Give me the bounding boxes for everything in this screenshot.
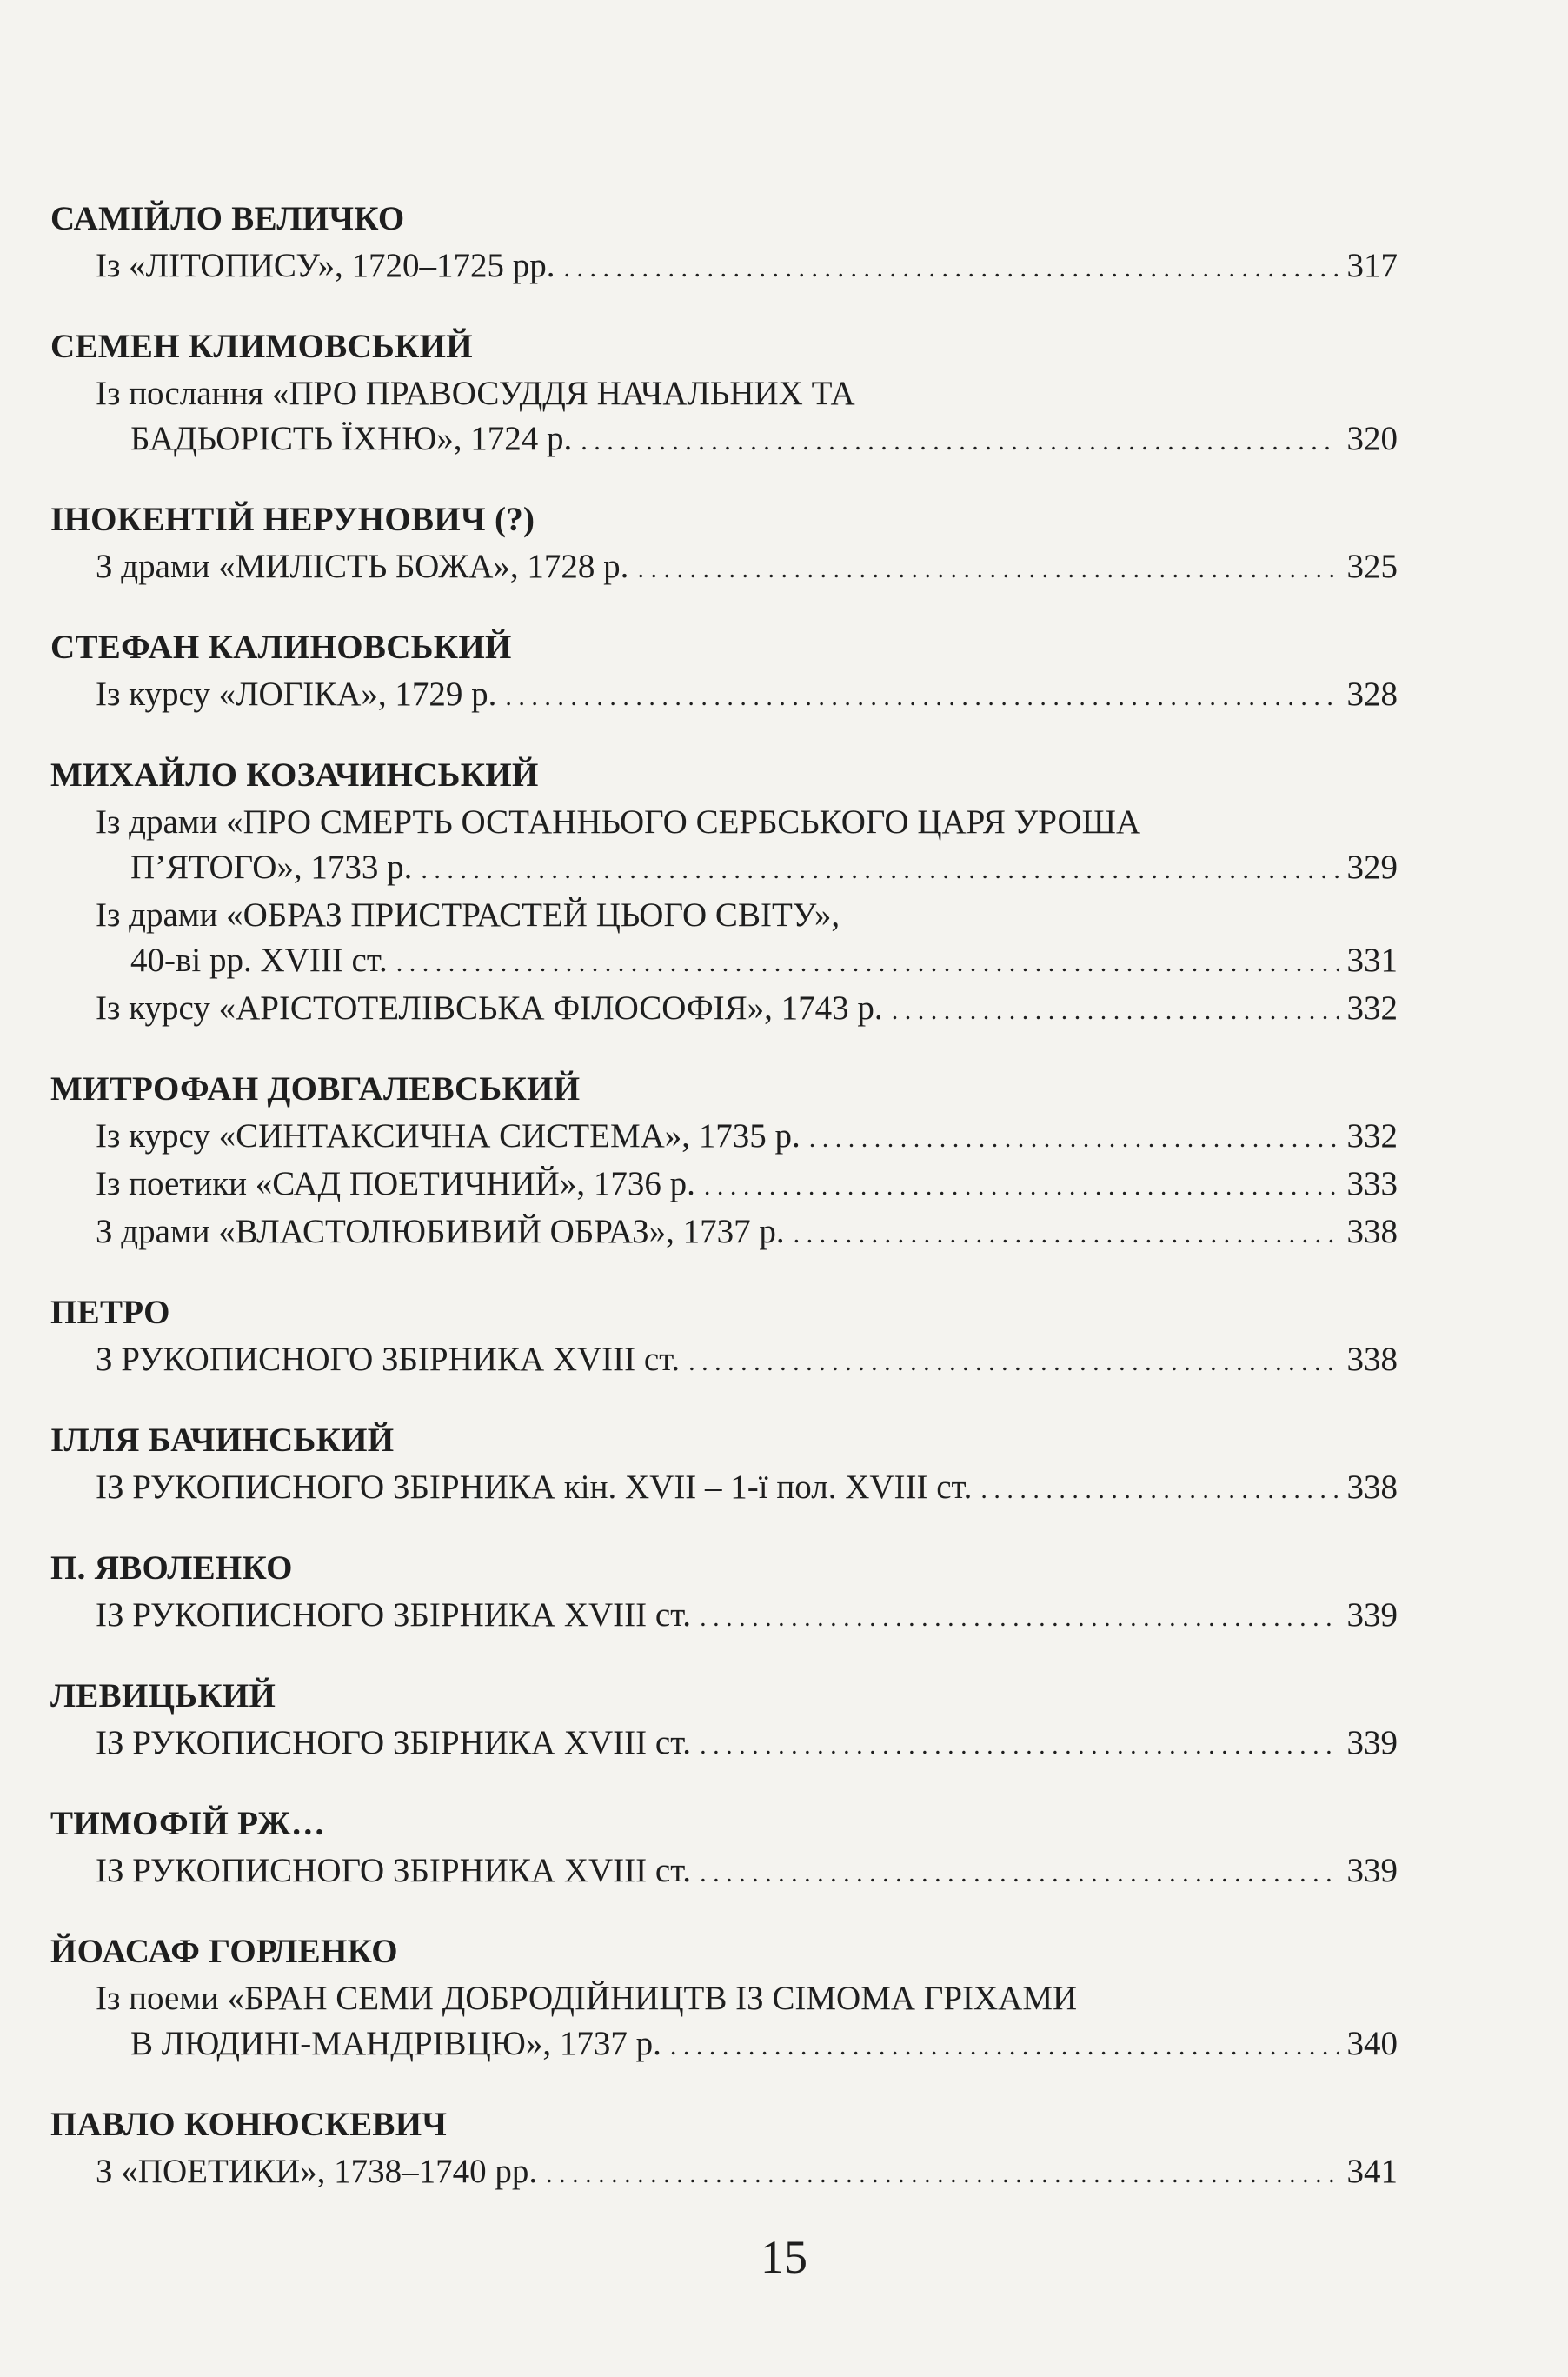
toc-entry — [96, 1162, 1398, 1209]
entry-title-line: Із курсу «АРІСТОТЕЛІВСЬКА ФІЛОСОФІЯ», 1743 р. — [96, 989, 883, 1027]
entry-title-line: ІЗ РУКОПИСНОГО ЗБІРНИКА XVIII ст. — [96, 1852, 692, 1889]
entry-title-line: В ЛЮДИНІ-МАНДРІВЦЮ», 1737 р. — [130, 2025, 661, 2062]
dot-leader — [637, 547, 1339, 592]
entry-title-line: Із курсу «ЛОГІКА», 1729 р. — [96, 676, 497, 713]
entry-title-line: Із драми «ОБРАЗ ПРИСТРАСТЕЙ ЦЬОГО СВІТУ», — [96, 896, 840, 934]
entry-title-line: ІЗ РУКОПИСНОГО ЗБІРНИКА XVIII ст. — [96, 1596, 692, 1634]
entry-page-number: 332 — [1346, 989, 1398, 1027]
toc-entry — [96, 243, 1398, 291]
dot-leader — [546, 2152, 1339, 2197]
toc-section — [50, 1803, 1398, 1896]
dot-leader — [980, 1468, 1339, 1513]
entry-page-number: 320 — [1346, 420, 1398, 457]
entry-title-line: З РУКОПИСНОГО ЗБІРНИКА XVIII ст. — [96, 1341, 681, 1378]
entry-page-number: 338 — [1346, 1468, 1398, 1506]
entry-title-line: П’ЯТОГО», 1733 р. — [130, 849, 413, 886]
author-heading: МИХАЙЛО КОЗАЧИНСЬКИЙ — [50, 756, 539, 794]
entry-title-line: Із курсу «СИНТАКСИЧНА СИСТЕМА», 1735 р. — [96, 1117, 801, 1155]
entry-page-number: 329 — [1346, 849, 1398, 886]
dot-leader — [700, 1595, 1339, 1641]
toc-section — [50, 1069, 1398, 1257]
entry-title-line: З драми «ВЛАСТОЛЮБИВИЙ ОБРАЗ», 1737 р. — [96, 1213, 785, 1250]
entry-title-line: Із послання «ПРО ПРАВОСУДДЯ НАЧАЛЬНИХ ТА — [96, 375, 855, 412]
entry-title-line: Із поеми «БРАН СЕМИ ДОБРОДІЙНИЦТВ ІЗ СІМОМА ГРІХАМИ — [96, 1980, 1078, 2017]
author-heading: П. ЯВОЛЕНКО — [50, 1549, 293, 1587]
table-of-contents — [50, 198, 1398, 2232]
toc-section — [50, 1292, 1398, 1385]
author-heading: ЙОАСАФ ГОРЛЕНКО — [50, 1933, 398, 1970]
dot-leader — [396, 941, 1339, 986]
entry-page-number: 333 — [1346, 1165, 1398, 1202]
author-heading: ЛЕВИЦЬКИЙ — [50, 1677, 276, 1715]
toc-section — [50, 198, 1398, 291]
dot-leader — [670, 2024, 1339, 2069]
author-heading: ІНОКЕНТІЙ НЕРУНОВИЧ (?) — [50, 501, 535, 538]
dot-leader — [892, 989, 1339, 1034]
dot-leader — [809, 1116, 1339, 1162]
entry-page-number: 331 — [1346, 942, 1398, 979]
toc-entry — [96, 1721, 1398, 1768]
toc-entry — [96, 1337, 1398, 1385]
dot-leader — [505, 675, 1339, 720]
entry-title-line: Із поетики «САД ПОЕТИЧНИЙ», 1736 р. — [96, 1165, 695, 1202]
author-heading: ПЕТРО — [50, 1294, 170, 1331]
toc-entry — [96, 1593, 1398, 1641]
toc-entry — [96, 1114, 1398, 1162]
toc-entry — [96, 371, 1398, 464]
toc-entry — [96, 1209, 1398, 1257]
entry-title-line: З «ПОЕТИКИ», 1738–1740 рр. — [96, 2153, 538, 2190]
toc-entry — [96, 893, 1398, 986]
toc-section — [50, 326, 1398, 464]
entry-title-line: ІЗ РУКОПИСНОГО ЗБІРНИКА XVIII ст. — [96, 1724, 692, 1761]
toc-section — [50, 1931, 1398, 2069]
entry-title-line: Із «ЛІТОПИСУ», 1720–1725 рр. — [96, 247, 555, 284]
author-heading: САМІЙЛО ВЕЛИЧКО — [50, 200, 405, 237]
dot-leader — [794, 1212, 1339, 1257]
dot-leader — [700, 1723, 1339, 1768]
entry-page-number: 340 — [1346, 2025, 1398, 2062]
toc-section — [50, 1548, 1398, 1641]
entry-title-line: З драми «МИЛІСТЬ БОЖА», 1728 р. — [96, 548, 629, 585]
toc-section — [50, 499, 1398, 592]
dot-leader — [700, 1851, 1339, 1896]
entry-page-number: 339 — [1346, 1724, 1398, 1761]
toc-entry — [96, 800, 1398, 893]
dot-leader — [581, 419, 1339, 464]
entry-page-number: 339 — [1346, 1596, 1398, 1634]
dot-leader — [564, 246, 1339, 291]
page-number: 15 — [761, 2231, 807, 2283]
toc-entry — [96, 672, 1398, 720]
dot-leader — [688, 1340, 1339, 1385]
entry-title-line: Із драми «ПРО СМЕРТЬ ОСТАННЬОГО СЕРБСЬКОГО ЦАРЯ УРОША — [96, 803, 1141, 841]
toc-section — [50, 627, 1398, 720]
entry-page-number: 328 — [1346, 676, 1398, 713]
entry-title-line: БАДЬОРІСТЬ ЇХНЮ», 1724 р. — [130, 420, 573, 457]
toc-entry — [96, 1976, 1398, 2069]
dot-leader — [421, 848, 1339, 893]
toc-entry — [96, 544, 1398, 592]
entry-title-line: ІЗ РУКОПИСНОГО ЗБІРНИКА кін. XVII – 1-ї пол. XVIII ст. — [96, 1468, 973, 1506]
entry-page-number: 338 — [1346, 1341, 1398, 1378]
toc-section — [50, 1420, 1398, 1513]
author-heading: ІЛЛЯ БАЧИНСЬКИЙ — [50, 1422, 395, 1459]
toc-section — [50, 2104, 1398, 2197]
author-heading: ТИМОФІЙ РЖ… — [50, 1805, 326, 1842]
entry-title-line: 40-ві рр. XVIII ст. — [130, 942, 388, 979]
entry-page-number: 339 — [1346, 1852, 1398, 1889]
author-heading: МИТРОФАН ДОВГАЛЕВСЬКИЙ — [50, 1070, 581, 1108]
author-heading: СТЕФАН КАЛИНОВСЬКИЙ — [50, 629, 512, 666]
toc-entry — [96, 2149, 1398, 2197]
dot-leader — [704, 1164, 1339, 1209]
toc-entry — [96, 1465, 1398, 1513]
toc-entry — [96, 1848, 1398, 1896]
entry-page-number: 332 — [1346, 1117, 1398, 1155]
entry-page-number: 341 — [1346, 2153, 1398, 2190]
entry-page-number: 325 — [1346, 548, 1398, 585]
toc-section — [50, 1675, 1398, 1768]
entry-page-number: 338 — [1346, 1213, 1398, 1250]
toc-section — [50, 755, 1398, 1034]
author-heading: ПАВЛО КОНЮСКЕВИЧ — [50, 2106, 448, 2143]
author-heading: СЕМЕН КЛИМОВСЬКИЙ — [50, 328, 473, 365]
toc-entry — [96, 986, 1398, 1034]
entry-page-number: 317 — [1346, 247, 1398, 284]
